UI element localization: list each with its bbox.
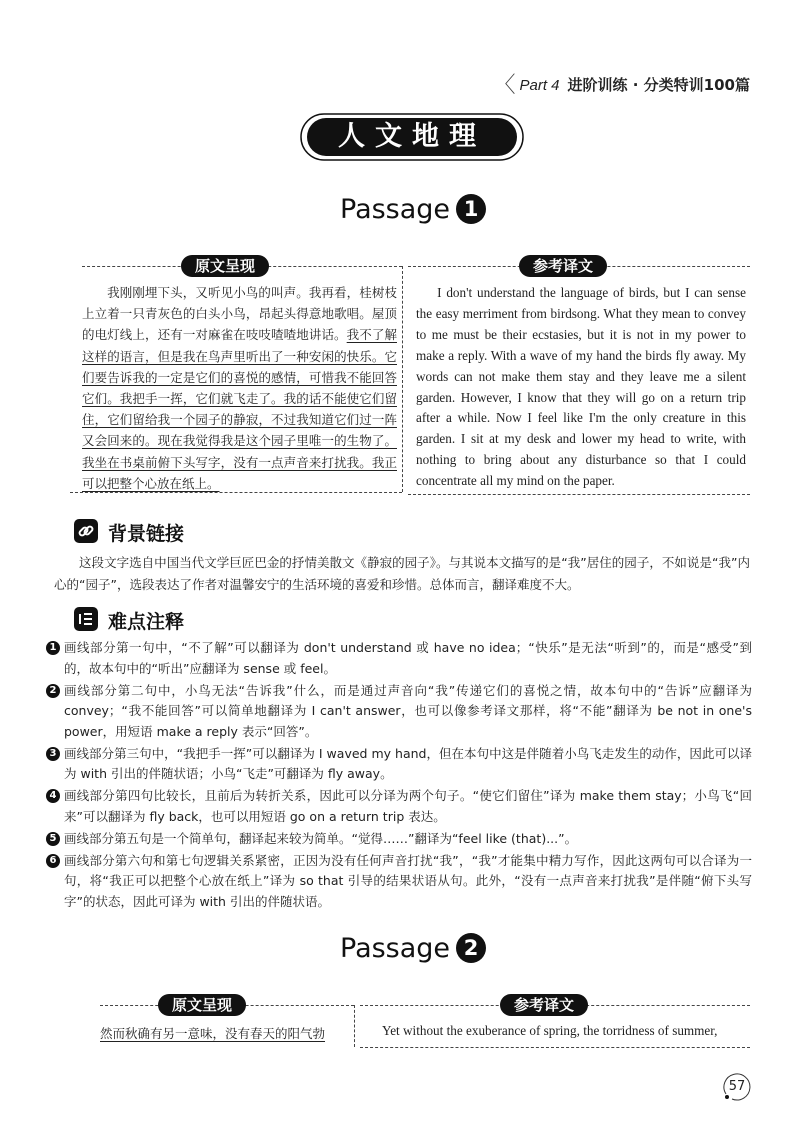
chinese-plain: 我刚刚埋下头，又听见小鸟的叫声。我再看，桂树枝上立着一只青灰色的白头小鸟，昂起头得意地歌唱。屋顶的电灯线上，还有一对麻雀在吱吱喳喳地讲话。 [82,285,397,343]
passage-1-chinese [82,282,397,494]
note-number: 6 [46,854,60,868]
notes-list [46,638,752,914]
passage-2-label: Passage [340,933,451,964]
passage-2-heading [340,933,486,964]
note-number: 5 [46,832,60,846]
divider [408,494,750,495]
note-item [46,681,752,743]
note-item [46,829,752,850]
bracket-icon: 〈 [493,73,516,98]
note-item [46,638,752,679]
note-text: 画线部分第一句中，“不了解”可以翻译为 don't understand 或 have no idea；“快乐”是无法“听到”的，而是“感受”到的，故本句中的“听出”应翻译为 sense 或 feel。 [64,640,752,676]
note-item [46,786,752,827]
divider [402,266,403,492]
passage-2-chinese: 然而秋确有另一意味，没有春天的阳气勃 [100,1026,326,1041]
passage-2-number: 2 [456,933,486,963]
page-header [493,66,750,97]
translation-label: 参考译文 [519,255,607,277]
note-text: 画线部分第六句和第七句逻辑关系紧密，正因为没有任何声音打扰“我”，“我”才能集中精力写作，因此这两句可以合译为一句，将“我正可以把整个心放在纸上”译为 so that 引导的结果状语从句。此外，“没有一点声音来打扰我”是伴随“俯下头写字”的状态，因此可译为 with 引出的伴随状语。 [64,852,752,909]
passage-2-english: Yet without the exuberance of spring, the torridness of summer, [382,1023,718,1038]
section-banner [296,112,528,162]
background-paragraph: 这段文字选自中国当代文学巨匠巴金的抒情美散文《静寂的园子》。与其说本文描写的是“我”居住的园子，不如说是“我”内心的“园子”，选段表达了作者对温馨安宁的生活环境的喜爱和珍惜。总体而言，翻译难度不大。 [54,555,750,592]
banner-title: 人文地理 [338,121,486,152]
note-text: 画线部分第五句是一个简单句，翻译起来较为简单。“觉得……”翻译为“feel like (that)...”。 [64,830,578,846]
notes-title: 难点注释 [108,611,185,633]
divider [360,1047,750,1048]
link-icon [74,519,98,543]
header-part: Part 4 [519,77,560,94]
note-item [46,851,752,913]
background-title: 背景链接 [108,523,185,545]
note-text: 画线部分第二句中，小鸟无法“告诉我”什么，而是通过声音向“我”传递它们的喜悦之情，故本句中的“告诉”应翻译为 convey；“我不能回答”可以简单地翻译为 I can't answer，也可以像参考译文那样，将“不能”翻译为 be not in one's power，用短语 make a reply 表示“回答”。 [64,682,752,739]
note-number: 2 [46,684,60,698]
passage-1-english [416,283,746,492]
note-number: 4 [46,789,60,803]
list-icon [74,607,98,631]
page-number [722,1072,752,1102]
divider [354,1005,355,1047]
note-item [46,744,752,785]
passage-1-heading [340,194,486,225]
background-text [54,552,750,596]
header-title: 进阶训练 · 分类特训100篇 [567,76,750,94]
note-number: 3 [46,747,60,761]
page-number-text: 57 [728,1079,746,1094]
translation-label-2: 参考译文 [500,994,588,1016]
chinese-underlined: 我不了解这样的语言，但是我在鸟声里听出了一种安闲的快乐。它们要告诉我的一定是它们的喜悦的感情，可惜我不能回答它们。我把手一挥，它们就飞走了。我的话不能使它们留住，它们留给我一个园子的静寂，不过我知道它们过一阵又会回来的。现在我觉得我是这个园子里唯一的生物了。我坐在书桌前俯下头写字，没有一点声音来打扰我。我正可以把整个心放在纸上。 [82,327,397,491]
passage-1-label: Passage [340,194,451,225]
passage-1-number: 1 [456,194,486,224]
original-text-label-2: 原文呈现 [158,994,246,1016]
original-text-label: 原文呈现 [181,255,269,277]
english-translation: I don't understand the language of birds, but I can sense the easy merriment from birdsong. What they mean to convey to me must be their ecstasies, but it is not in my power to make a reply. With a wave of my hand the birds fly away. My words can not make them stay and they leave me a silent garden. However, I know that they will go on a return trip after a while. Now I feel like I'm the only creature in this garden. I sit at my desk and lower my head to write, with nothing to bring about any disturbance so that I could concentrate all my mind on the paper. [416,285,746,489]
note-text: 画线部分第三句中，“我把手一挥”可以翻译为 I waved my hand，但在本句中这是伴随着小鸟飞走发生的动作，因此可以译为 with 引出的伴随状语；小鸟“飞走”可翻译为 fly away。 [64,745,752,781]
note-number: 1 [46,641,60,655]
note-text: 画线部分第四句比较长，且前后为转折关系，因此可以分译为两个句子。“使它们留住”译为 make them stay；小鸟飞“回来”可以翻译为 fly back，也可以用短语 go on a return trip 表达。 [64,788,752,824]
